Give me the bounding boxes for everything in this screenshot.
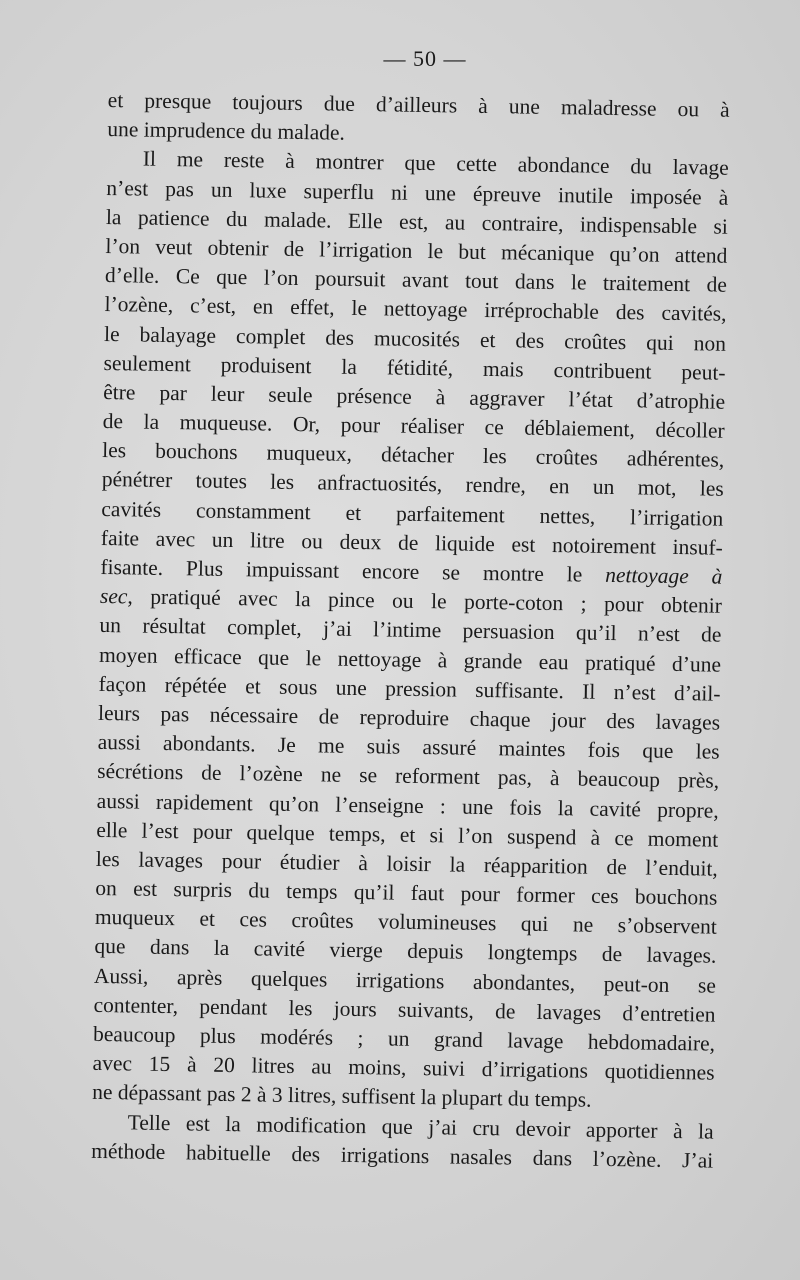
line-text: l’ozène, c’est, en effet, le nettoyage irréprochable des cavités, [104, 292, 727, 327]
line-text: méthode habituelle des irrigations nasales dans l’ozène. J’ai [91, 1138, 714, 1173]
line-text: et presque toujours due d’ailleurs à une maladresse ou à [107, 87, 730, 122]
line-text: une imprudence du malade. [107, 117, 346, 145]
line-text: un résultat complet, j’ai l’intime persuasion qu’il n’est de [99, 613, 722, 648]
line-text: façon répétée et sous une pression suffisante. Il n’est d’ail- [98, 671, 721, 706]
line-text: moyen efficace que le nettoyage à grande eau pratiqué d’une [98, 642, 722, 677]
line-text: ne dépassant pas 2 à 3 litres, suffisent la plupart du temps. [92, 1080, 592, 1113]
line-text: faite avec un litre ou deux de liquide est notoirement insuf- [100, 525, 724, 560]
line-text: leurs pas nécessaire de reproduire chaque jour des lavages [97, 700, 721, 735]
line-text: pénétrer toutes les anfractuosités, rendre, en un mot, les [101, 467, 724, 502]
line-text: que dans la cavité vierge depuis longtemps de lavages. [94, 934, 717, 969]
line-text: fisante. Plus impuissant encore se montre le [100, 554, 583, 587]
line-text: sécrétions de l’ozène ne se reforment pas, à beaucoup près, [97, 759, 720, 793]
line-text: les lavages pour étudier à loisir la réapparition de l’enduit, [95, 846, 718, 881]
body-text [91, 86, 730, 1176]
italic-text: sec [99, 584, 128, 609]
line-text: cavités constamment et parfaitement nettes, l’irrigation [101, 496, 724, 531]
line-text: l’on veut obtenir de l’irrigation le but mécanique qu’on attend [105, 233, 728, 268]
line-text: beaucoup plus modérés ; un grand lavage hebdomadaire, [92, 1021, 716, 1056]
line-text: Il me reste à montrer que cette abondance du lavage [142, 146, 729, 181]
line-text: avec 15 à 20 litres au moins, suivi d’irrigations quotidiennes [92, 1051, 715, 1085]
line-text: être par leur seule présence à aggraver l’état d’atrophie [103, 379, 726, 414]
line-text: on est surpris du temps qu’il faut pour former ces bouchons [95, 875, 718, 910]
line-text: muqueux et ces croûtes volumineuses qui ne s’observent [94, 905, 718, 939]
line-text: seulement produisent la fétidité, mais contribuent peut- [103, 350, 726, 385]
line-text: Aussi, après quelques irrigations abondantes, peut-on se [93, 963, 717, 998]
line-text: elle l’est pour quelque temps, et si l’on suspend à ce moment [96, 817, 719, 852]
line-text: les bouchons muqueux, détacher les croûtes adhérentes, [102, 438, 725, 472]
page-number: — 50 — [383, 46, 467, 71]
line-text: d’elle. Ce que l’on poursuit avant tout dans le traitement de [104, 263, 728, 297]
line-text: le balayage complet des mucosités et des croûtes qui non [103, 321, 727, 356]
line-text: la patience du malade. Elle est, au contraire, indispensable si [105, 204, 729, 239]
italic-text: nettoyage à [604, 562, 723, 589]
line-text: n’est pas un luxe superflu ni une épreuve inutile imposée à [106, 175, 729, 210]
line-text: de la muqueuse. Or, pour réaliser ce déblaiement, décoller [102, 409, 725, 443]
line-text: , pratiqué avec la pince ou le porte-coton ; pour obtenir [127, 584, 723, 618]
line-text: contenter, pendant les jours suivants, de lavages d’entretien [93, 992, 716, 1027]
line-text: Telle est la modification que j’ai cru devoir apporter à la [127, 1110, 714, 1144]
line-text: aussi rapidement qu’on l’enseigne : une fois la cavité propre, [96, 788, 719, 823]
line-text: aussi abondants. Je me suis assuré maintes fois que les [97, 730, 720, 764]
